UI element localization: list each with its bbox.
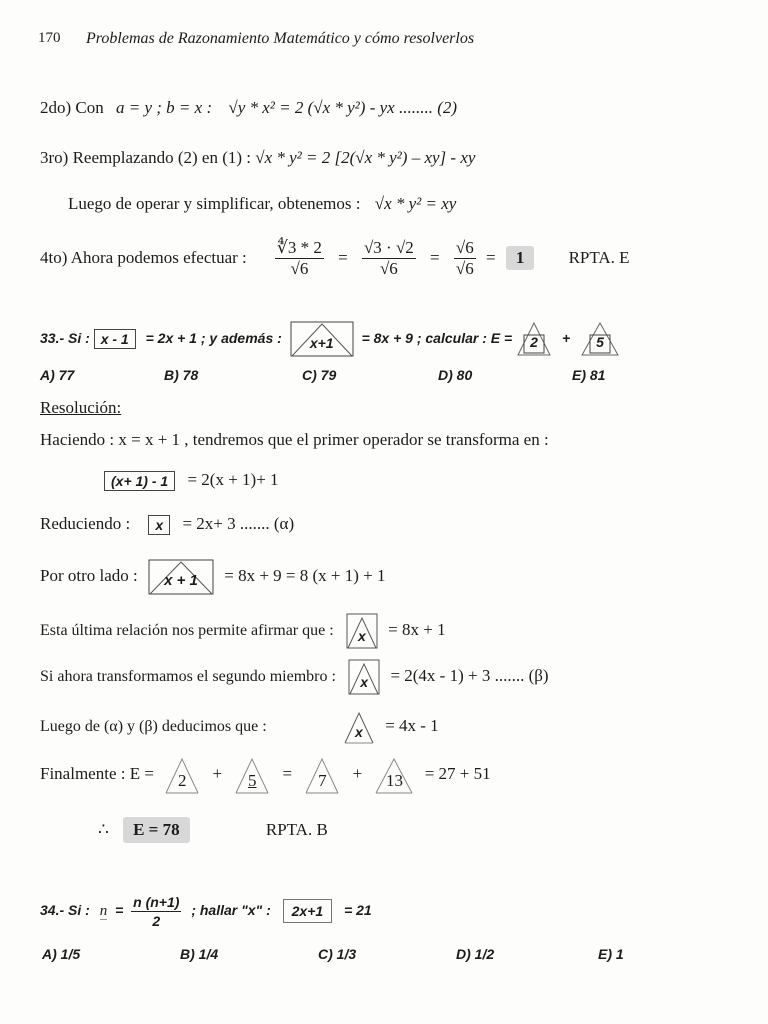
option-34-d: D) 1/2 bbox=[456, 946, 495, 962]
triangle-operator-2-value: 2 bbox=[530, 334, 538, 351]
plus-sign: + bbox=[561, 330, 571, 346]
step2-label: 2do) Con bbox=[40, 98, 104, 117]
triangle-operator-5 bbox=[580, 321, 620, 357]
resolution-line-3 bbox=[40, 514, 294, 535]
answer-b: RPTA. B bbox=[265, 820, 328, 839]
line-4-equation: = 8x + 9 = 8 (x + 1) + 1 bbox=[224, 566, 386, 585]
step4-line: 4to) Ahora podemos efectuar : $\frac{∜3 * 2}{√6}$ = $\frac{√3 \cdot √2}{√6}$ = $\frac{√6}{√6}$ = 1 RPTA. E bbox=[40, 237, 630, 278]
option-34-b: B) 1/4 bbox=[180, 946, 219, 962]
line-3-equation: = 2x+ 3 ....... (α) bbox=[182, 514, 295, 533]
option-d: D) 80 bbox=[438, 367, 473, 383]
line-7-equation: = 4x - 1 bbox=[385, 716, 439, 735]
line-7-label: Luego de (α) y (β) deducimos que : bbox=[40, 718, 267, 735]
fraction-1 bbox=[275, 238, 324, 279]
resolution-line-5 bbox=[40, 610, 446, 650]
line-5-label: Esta última relación nos permite afirmar que : bbox=[40, 622, 334, 639]
operator-rect-triangle-x-a-text: x bbox=[358, 628, 366, 645]
line-6-label: Si ahora transformamos el segundo miembro : bbox=[40, 668, 336, 685]
resolution-line-7 bbox=[40, 706, 439, 746]
triangle-7 bbox=[304, 755, 340, 795]
problem-34-mid-text: ; hallar "x" : bbox=[191, 902, 271, 918]
step2-line bbox=[40, 98, 457, 118]
problem-33-eq2: = 8x + 9 ; calcular : E = bbox=[361, 330, 513, 346]
triangle-2 bbox=[164, 755, 200, 795]
final-result-highlight: E = 78 bbox=[123, 817, 190, 843]
fraction-2 bbox=[362, 238, 416, 279]
step3-equation: √x * y² = 2 [2(√x * y²) – xy] - xy bbox=[255, 148, 476, 167]
fraction-3-denominator: √6 bbox=[455, 258, 474, 278]
page-header-title: Problemas de Razonamiento Matemático y cómo resolverlos bbox=[86, 30, 475, 47]
line-3-label: Reduciendo : bbox=[40, 514, 131, 533]
triangle-13 bbox=[374, 755, 414, 795]
resolution-line-8: Finalmente : E = 2 + 5 = 7 + 13 = 27 + 51 bbox=[40, 752, 491, 796]
problem-34-fraction-numerator: n (n+1) bbox=[133, 893, 180, 910]
answer-e: RPTA. E bbox=[568, 248, 630, 268]
operator-rect-triangle-x-b bbox=[348, 659, 380, 695]
operator-rect-triangle-text: x+1 bbox=[309, 335, 334, 352]
triangle-13-value: 13 bbox=[385, 771, 403, 791]
option-a: A) 77 bbox=[40, 367, 75, 383]
problem-34-statement: 34.- Si : n = $\frac{n (n+1)}{2}$ ; hallar "x" : 2x+1 = 21 bbox=[40, 893, 372, 929]
fraction-3-numerator: √6 bbox=[455, 237, 474, 257]
option-e: E) 81 bbox=[572, 367, 606, 383]
triangle-2-value: 2 bbox=[177, 771, 187, 791]
operator-box-2x-plus-1: 2x+1 bbox=[283, 899, 333, 923]
option-34-c: C) 1/3 bbox=[318, 946, 357, 962]
triangle-operator-x bbox=[343, 709, 375, 745]
resolution-line-1: Haciendo : x = x + 1 , tendremos que el primer operador se transforma en : bbox=[40, 430, 549, 449]
step2-substitution: a = y ; b = x : bbox=[116, 98, 213, 117]
problem-34-equation: = 21 bbox=[344, 902, 372, 918]
problem-34-number: 34.- Si : bbox=[40, 902, 90, 918]
simplify-text: Luego de operar y simplificar, obtenemos : bbox=[68, 194, 361, 213]
line-8-tail: = 27 + 51 bbox=[424, 764, 491, 783]
fraction-1-denominator: √6 bbox=[290, 258, 309, 278]
option-b: B) 78 bbox=[164, 367, 199, 383]
triangle-7-value: 7 bbox=[318, 771, 327, 791]
triangle-operator-2 bbox=[516, 321, 552, 357]
line-6-equation: = 2(4x - 1) + 3 ....... (β) bbox=[390, 666, 549, 685]
operator-box-x: x bbox=[148, 515, 170, 535]
fraction-3 bbox=[454, 238, 476, 279]
triangle-5 bbox=[234, 755, 270, 795]
step-simplify-line bbox=[68, 194, 456, 214]
resolution-line-2 bbox=[104, 470, 279, 491]
problem-34-fraction-denominator: 2 bbox=[152, 912, 161, 929]
operator-rect-triangle-x-a bbox=[346, 613, 378, 649]
operator-n: n bbox=[99, 903, 108, 919]
option-c: C) 79 bbox=[302, 367, 337, 383]
triangle-5-value: 5 bbox=[248, 771, 257, 791]
operator-rect-triangle bbox=[290, 321, 354, 357]
operator-box-x-plus-1-minus-1: (x+ 1) - 1 bbox=[104, 471, 175, 491]
fraction-1-numerator: ∜3 * 2 bbox=[277, 237, 322, 257]
line-8-label: Finalmente : E = bbox=[40, 764, 154, 783]
problem-33-number: 33.- Si : bbox=[40, 330, 90, 346]
fraction-2-numerator: √3 · √2 bbox=[363, 237, 414, 257]
final-result-line bbox=[98, 816, 328, 844]
result-highlight: 1 bbox=[506, 246, 535, 270]
operator-rect-triangle-x-plus-1 bbox=[148, 559, 214, 595]
line-4-label: Por otro lado : bbox=[40, 566, 138, 585]
fraction-2-denominator: √6 bbox=[379, 258, 398, 278]
step3-label: 3ro) Reemplazando (2) en (1) : bbox=[40, 148, 251, 167]
step4-label: 4to) Ahora podemos efectuar : bbox=[40, 248, 247, 268]
operator-rect-triangle-x-b-text: x bbox=[360, 674, 369, 691]
line-2-equation: = 2(x + 1)+ 1 bbox=[187, 470, 279, 489]
step3-line bbox=[40, 148, 475, 168]
problem-33-statement bbox=[40, 318, 620, 358]
line-5-equation: = 8x + 1 bbox=[388, 620, 446, 639]
option-34-a: A) 1/5 bbox=[42, 946, 81, 962]
operator-rect-triangle-x-plus-1-text: x + 1 bbox=[164, 572, 198, 590]
resolution-line-4 bbox=[40, 556, 386, 596]
simplify-equation: √x * y² = xy bbox=[374, 194, 457, 213]
option-34-e: E) 1 bbox=[598, 946, 624, 962]
resolution-line-6 bbox=[40, 656, 549, 696]
operator-box-1: x - 1 bbox=[94, 329, 136, 349]
problem-33-eq1: = 2x + 1 ; y además : bbox=[145, 330, 282, 346]
triangle-operator-5-value: 5 bbox=[596, 334, 604, 351]
resolution-heading: Resolución: bbox=[40, 398, 122, 417]
step2-equation: √y * x² = 2 (√x * y²) - yx ........ (2) bbox=[228, 98, 458, 117]
therefore-symbol: ∴ bbox=[98, 820, 109, 839]
page-number: 170 bbox=[38, 30, 61, 46]
problem-34-fraction bbox=[131, 893, 181, 930]
triangle-operator-x-text: x bbox=[355, 724, 363, 741]
